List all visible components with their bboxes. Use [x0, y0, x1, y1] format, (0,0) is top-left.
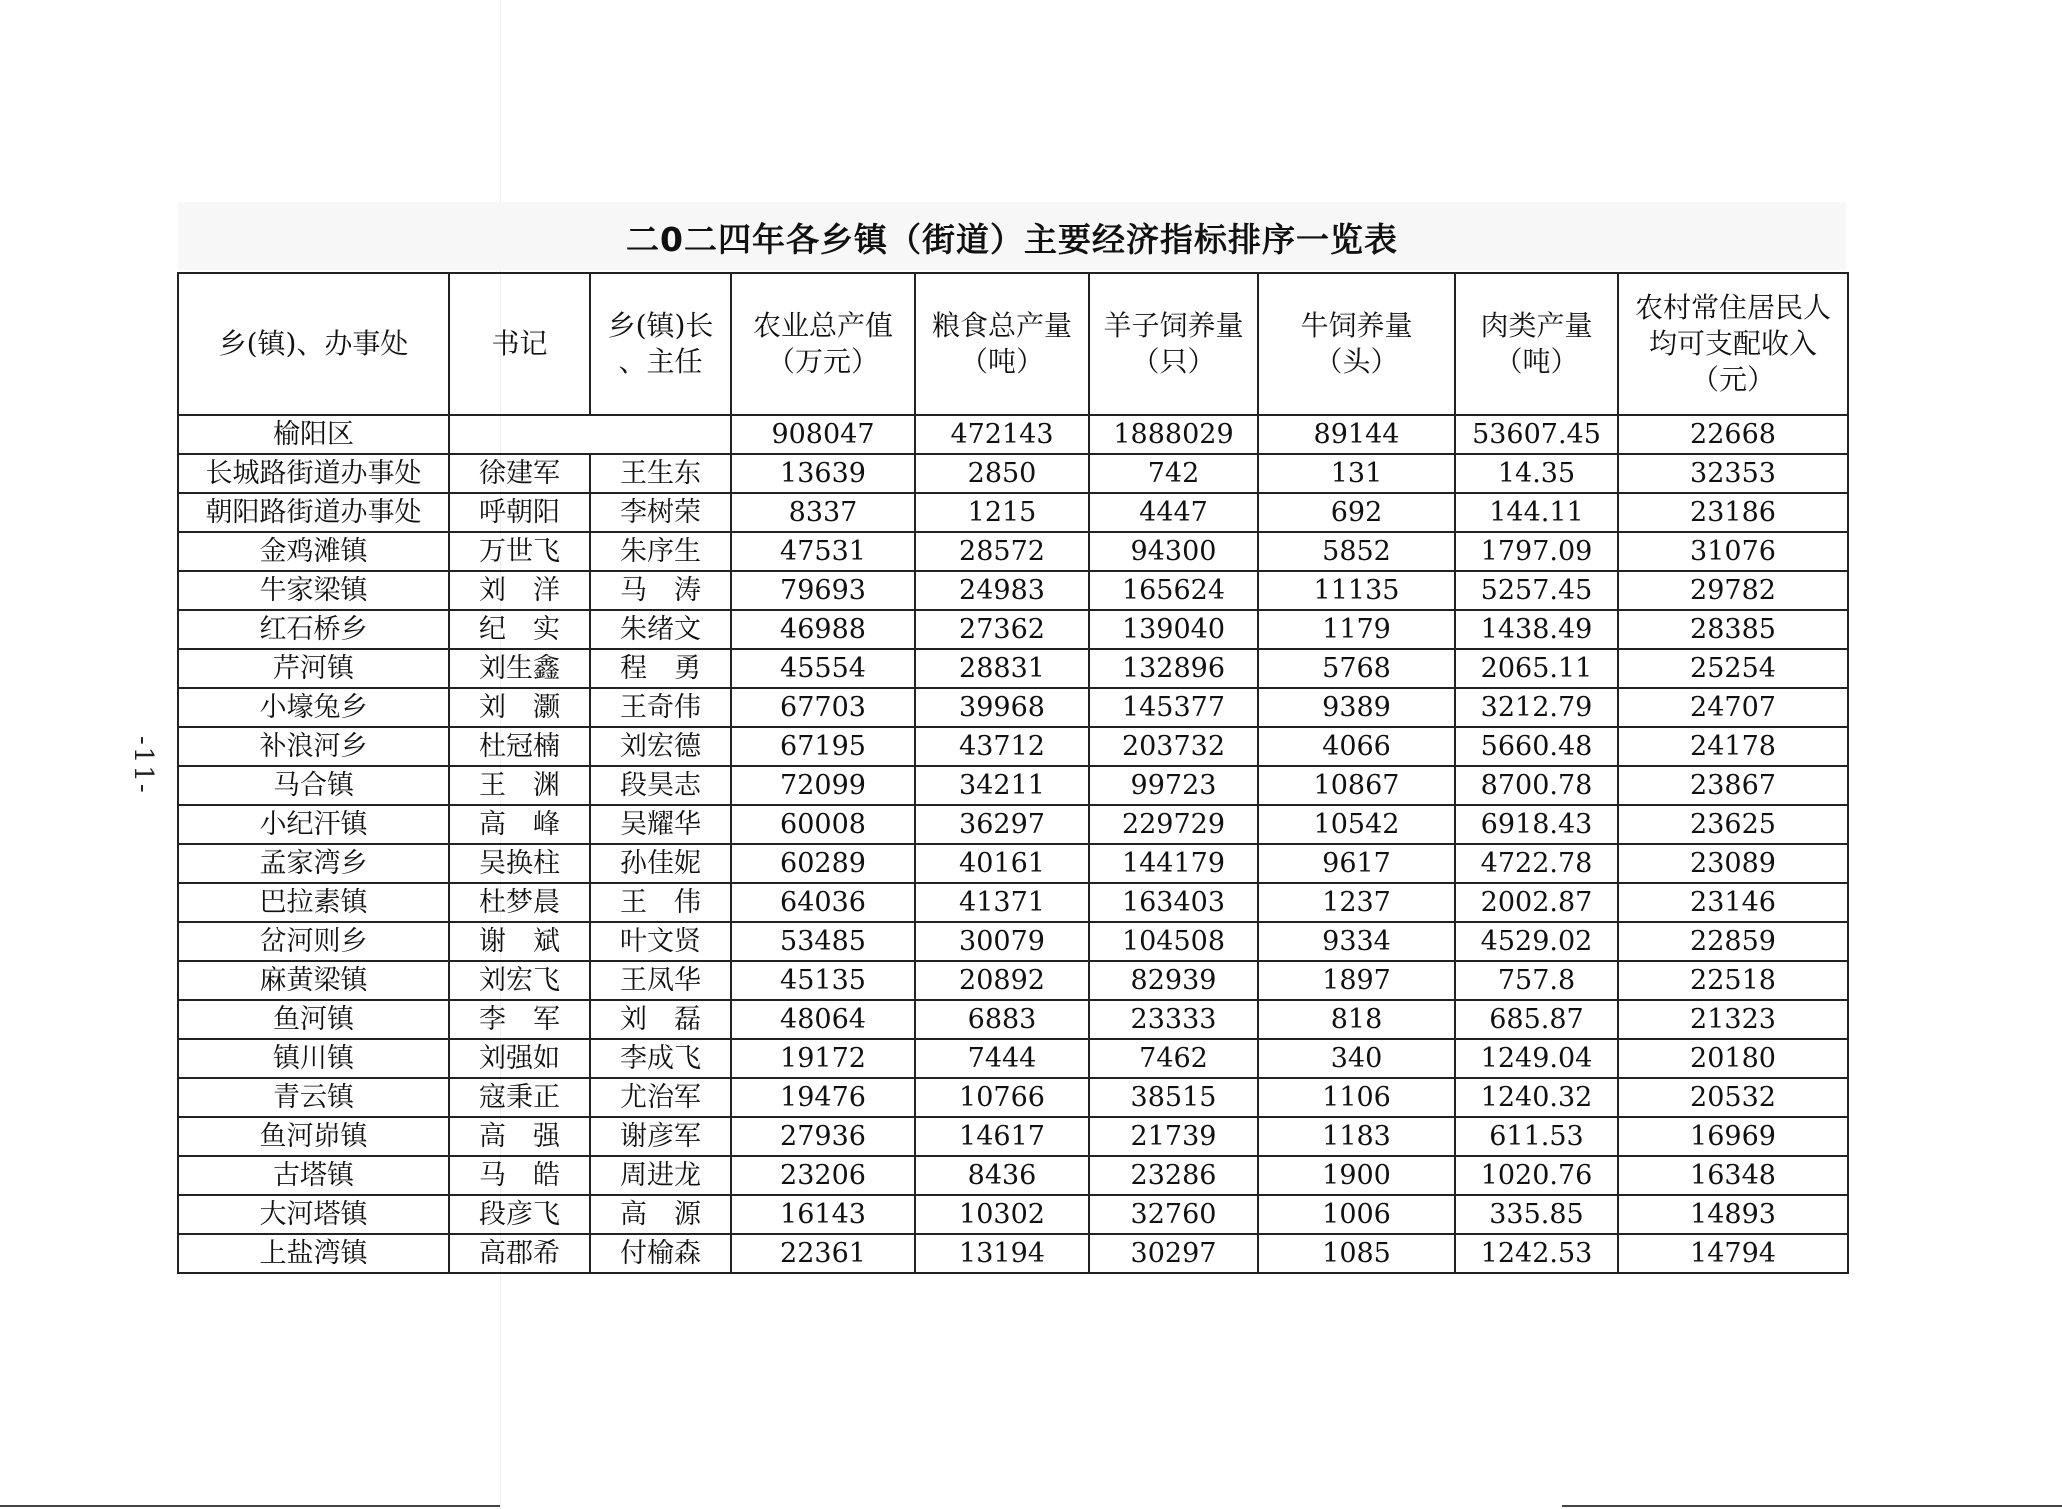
agri-output-cell: 64036 — [731, 883, 915, 922]
secretary-cell: 万世飞 — [449, 532, 590, 571]
town-name-cell: 巴拉素镇 — [178, 883, 449, 922]
page-number: -11- — [128, 735, 158, 795]
header-cattle — [1258, 273, 1455, 415]
town-name-cell: 牛家梁镇 — [178, 571, 449, 610]
head-cell: 付榆森 — [590, 1234, 731, 1273]
secretary-cell: 杜冠楠 — [449, 727, 590, 766]
head-cell: 谢彦军 — [590, 1117, 731, 1156]
header-agri-output — [731, 273, 915, 415]
economic-indicator-table — [177, 272, 1849, 1274]
secretary-cell: 谢 斌 — [449, 922, 590, 961]
cattle-cell: 10867 — [1258, 766, 1455, 805]
head-cell: 马 涛 — [590, 571, 731, 610]
sheep-cell: 4447 — [1089, 493, 1258, 532]
header-line: （头） — [1314, 345, 1399, 378]
head-cell: 周进龙 — [590, 1156, 731, 1195]
meat-cell: 6918.43 — [1455, 805, 1618, 844]
cattle-cell: 5852 — [1258, 532, 1455, 571]
town-name-cell: 麻黄梁镇 — [178, 961, 449, 1000]
total-cattle-cell: 89144 — [1258, 415, 1455, 454]
header-line: 乡(镇)、办事处 — [218, 327, 409, 360]
grain-cell: 28572 — [915, 532, 1089, 571]
town-name-cell: 大河塔镇 — [178, 1195, 449, 1234]
meat-cell: 5660.48 — [1455, 727, 1618, 766]
cattle-cell: 9617 — [1258, 844, 1455, 883]
agri-output-cell: 60008 — [731, 805, 915, 844]
income-cell: 28385 — [1618, 610, 1848, 649]
secretary-cell: 纪 实 — [449, 610, 590, 649]
income-cell: 23867 — [1618, 766, 1848, 805]
grain-cell: 1215 — [915, 493, 1089, 532]
agri-output-cell: 8337 — [731, 493, 915, 532]
income-cell: 29782 — [1618, 571, 1848, 610]
table-row — [178, 922, 1848, 961]
header-line: （只） — [1131, 345, 1216, 378]
grain-cell: 6883 — [915, 1000, 1089, 1039]
head-cell: 李成飞 — [590, 1039, 731, 1078]
secretary-cell: 杜梦晨 — [449, 883, 590, 922]
cattle-cell: 131 — [1258, 454, 1455, 493]
sheep-cell: 132896 — [1089, 649, 1258, 688]
town-name-cell: 长城路街道办事处 — [178, 454, 449, 493]
secretary-cell: 高 强 — [449, 1117, 590, 1156]
income-cell: 23089 — [1618, 844, 1848, 883]
header-line: 农村常住居民人 — [1634, 291, 1831, 324]
cattle-cell: 1085 — [1258, 1234, 1455, 1273]
total-income-cell: 22668 — [1618, 415, 1848, 454]
grain-cell: 28831 — [915, 649, 1089, 688]
meat-cell: 2065.11 — [1455, 649, 1618, 688]
cattle-cell: 692 — [1258, 493, 1455, 532]
table-row — [178, 1000, 1848, 1039]
head-cell: 吴耀华 — [590, 805, 731, 844]
bottom-rule-right — [1562, 1505, 2062, 1507]
header-grain — [915, 273, 1089, 415]
agri-output-cell: 16143 — [731, 1195, 915, 1234]
meat-cell: 14.35 — [1455, 454, 1618, 493]
sheep-cell: 82939 — [1089, 961, 1258, 1000]
header-head — [590, 273, 731, 415]
table-row — [178, 805, 1848, 844]
header-line: （吨） — [959, 345, 1044, 378]
cattle-cell: 1106 — [1258, 1078, 1455, 1117]
meat-cell: 1249.04 — [1455, 1039, 1618, 1078]
income-cell: 24707 — [1618, 688, 1848, 727]
cattle-cell: 10542 — [1258, 805, 1455, 844]
table-row — [178, 1234, 1848, 1273]
town-name-cell: 朝阳路街道办事处 — [178, 493, 449, 532]
sheep-cell: 165624 — [1089, 571, 1258, 610]
cattle-cell: 1897 — [1258, 961, 1455, 1000]
sheep-cell: 139040 — [1089, 610, 1258, 649]
meat-cell: 4722.78 — [1455, 844, 1618, 883]
sheep-cell: 145377 — [1089, 688, 1258, 727]
income-cell: 20532 — [1618, 1078, 1848, 1117]
agri-output-cell: 13639 — [731, 454, 915, 493]
sheep-cell: 21739 — [1089, 1117, 1258, 1156]
total-name-cell: 榆阳区 — [178, 415, 449, 454]
head-cell: 尤治军 — [590, 1078, 731, 1117]
total-agri-output-cell: 908047 — [731, 415, 915, 454]
document-title: 二0二四年各乡镇（街道）主要经济指标排序一览表 — [626, 220, 1398, 259]
meat-cell: 335.85 — [1455, 1195, 1618, 1234]
table-row — [178, 961, 1848, 1000]
head-cell: 王凤华 — [590, 961, 731, 1000]
head-cell: 叶文贤 — [590, 922, 731, 961]
agri-output-cell: 19476 — [731, 1078, 915, 1117]
header-line: 农业总产值 — [752, 309, 893, 342]
meat-cell: 1242.53 — [1455, 1234, 1618, 1273]
meat-cell: 5257.45 — [1455, 571, 1618, 610]
head-cell: 孙佳妮 — [590, 844, 731, 883]
secretary-cell: 刘 洋 — [449, 571, 590, 610]
total-grain-cell: 472143 — [915, 415, 1089, 454]
town-name-cell: 镇川镇 — [178, 1039, 449, 1078]
sheep-cell: 163403 — [1089, 883, 1258, 922]
header-secretary — [449, 273, 590, 415]
town-name-cell: 青云镇 — [178, 1078, 449, 1117]
head-cell: 高 源 — [590, 1195, 731, 1234]
meat-cell: 3212.79 — [1455, 688, 1618, 727]
income-cell: 14794 — [1618, 1234, 1848, 1273]
header-line: 书记 — [491, 327, 548, 360]
agri-output-cell: 67195 — [731, 727, 915, 766]
table-row — [178, 649, 1848, 688]
cattle-cell: 1183 — [1258, 1117, 1455, 1156]
meat-cell: 757.8 — [1455, 961, 1618, 1000]
table-body — [178, 415, 1848, 1273]
meat-cell: 144.11 — [1455, 493, 1618, 532]
income-cell: 23625 — [1618, 805, 1848, 844]
secretary-cell: 王 渊 — [449, 766, 590, 805]
town-name-cell: 鱼河镇 — [178, 1000, 449, 1039]
grain-cell: 13194 — [915, 1234, 1089, 1273]
grain-cell: 39968 — [915, 688, 1089, 727]
secretary-cell: 马 皓 — [449, 1156, 590, 1195]
sheep-cell: 7462 — [1089, 1039, 1258, 1078]
agri-output-cell: 45554 — [731, 649, 915, 688]
cattle-cell: 1179 — [1258, 610, 1455, 649]
secretary-cell: 寇秉正 — [449, 1078, 590, 1117]
header-line: 牛饲养量 — [1300, 309, 1413, 342]
agri-output-cell: 19172 — [731, 1039, 915, 1078]
head-cell: 朱序生 — [590, 532, 731, 571]
cattle-cell: 1237 — [1258, 883, 1455, 922]
table-row — [178, 688, 1848, 727]
meat-cell: 8700.78 — [1455, 766, 1618, 805]
sheep-cell: 23333 — [1089, 1000, 1258, 1039]
town-name-cell: 小纪汗镇 — [178, 805, 449, 844]
header-line: （元） — [1690, 363, 1775, 396]
secretary-cell: 段彦飞 — [449, 1195, 590, 1234]
table-row — [178, 610, 1848, 649]
sheep-cell: 30297 — [1089, 1234, 1258, 1273]
meat-cell: 611.53 — [1455, 1117, 1618, 1156]
table-row — [178, 1117, 1848, 1156]
income-cell: 22859 — [1618, 922, 1848, 961]
cattle-cell: 818 — [1258, 1000, 1455, 1039]
secretary-cell: 刘 灏 — [449, 688, 590, 727]
sheep-cell: 38515 — [1089, 1078, 1258, 1117]
cattle-cell: 4066 — [1258, 727, 1455, 766]
head-cell: 王奇伟 — [590, 688, 731, 727]
table-row — [178, 1039, 1848, 1078]
cattle-cell: 1900 — [1258, 1156, 1455, 1195]
meat-cell: 1797.09 — [1455, 532, 1618, 571]
head-cell: 李树荣 — [590, 493, 731, 532]
secretary-cell: 徐建军 — [449, 454, 590, 493]
cattle-cell: 9389 — [1258, 688, 1455, 727]
secretary-cell: 刘强如 — [449, 1039, 590, 1078]
total-blank-cell — [449, 415, 731, 454]
grain-cell: 36297 — [915, 805, 1089, 844]
secretary-cell: 刘宏飞 — [449, 961, 590, 1000]
meat-cell: 2002.87 — [1455, 883, 1618, 922]
table-row — [178, 532, 1848, 571]
secretary-cell: 高 峰 — [449, 805, 590, 844]
meat-cell: 1240.32 — [1455, 1078, 1618, 1117]
secretary-cell: 吴换柱 — [449, 844, 590, 883]
grain-cell: 10302 — [915, 1195, 1089, 1234]
head-cell: 王生东 — [590, 454, 731, 493]
grain-cell: 8436 — [915, 1156, 1089, 1195]
sheep-cell: 104508 — [1089, 922, 1258, 961]
income-cell: 24178 — [1618, 727, 1848, 766]
income-cell: 16348 — [1618, 1156, 1848, 1195]
town-name-cell: 金鸡滩镇 — [178, 532, 449, 571]
table-row — [178, 493, 1848, 532]
meat-cell: 685.87 — [1455, 1000, 1618, 1039]
sheep-cell: 32760 — [1089, 1195, 1258, 1234]
agri-output-cell: 67703 — [731, 688, 915, 727]
meat-cell: 1020.76 — [1455, 1156, 1618, 1195]
header-line: 羊子饲养量 — [1103, 309, 1244, 342]
agri-output-cell: 72099 — [731, 766, 915, 805]
table-row — [178, 727, 1848, 766]
header-line: 均可支配收入 — [1648, 327, 1817, 360]
agri-output-cell: 23206 — [731, 1156, 915, 1195]
head-cell: 段昊志 — [590, 766, 731, 805]
table-row — [178, 571, 1848, 610]
grain-cell: 30079 — [915, 922, 1089, 961]
grain-cell: 24983 — [915, 571, 1089, 610]
income-cell: 23186 — [1618, 493, 1848, 532]
income-cell: 23146 — [1618, 883, 1848, 922]
bottom-rule-left — [0, 1505, 500, 1507]
table-row — [178, 844, 1848, 883]
income-cell: 32353 — [1618, 454, 1848, 493]
header-line: 粮食总产量 — [931, 309, 1072, 342]
head-cell: 程 勇 — [590, 649, 731, 688]
header-line: 、主任 — [618, 345, 703, 378]
sheep-cell: 99723 — [1089, 766, 1258, 805]
agri-output-cell: 22361 — [731, 1234, 915, 1273]
income-cell: 20180 — [1618, 1039, 1848, 1078]
cattle-cell: 1006 — [1258, 1195, 1455, 1234]
grain-cell: 2850 — [915, 454, 1089, 493]
sheep-cell: 94300 — [1089, 532, 1258, 571]
table-row — [178, 1156, 1848, 1195]
town-name-cell: 岔河则乡 — [178, 922, 449, 961]
total-meat-cell: 53607.45 — [1455, 415, 1618, 454]
grain-cell: 41371 — [915, 883, 1089, 922]
sheep-cell: 203732 — [1089, 727, 1258, 766]
head-cell: 刘 磊 — [590, 1000, 731, 1039]
header-meat — [1455, 273, 1618, 415]
agri-output-cell: 60289 — [731, 844, 915, 883]
grain-cell: 10766 — [915, 1078, 1089, 1117]
town-name-cell: 马合镇 — [178, 766, 449, 805]
income-cell: 21323 — [1618, 1000, 1848, 1039]
table-row — [178, 766, 1848, 805]
agri-output-cell: 48064 — [731, 1000, 915, 1039]
agri-output-cell: 45135 — [731, 961, 915, 1000]
cattle-cell: 11135 — [1258, 571, 1455, 610]
header-line: 肉类产量 — [1480, 309, 1593, 342]
total-sheep-cell: 1888029 — [1089, 415, 1258, 454]
town-name-cell: 小壕兔乡 — [178, 688, 449, 727]
secretary-cell: 李 军 — [449, 1000, 590, 1039]
town-name-cell: 上盐湾镇 — [178, 1234, 449, 1273]
town-name-cell: 鱼河峁镇 — [178, 1117, 449, 1156]
grain-cell: 7444 — [915, 1039, 1089, 1078]
grain-cell: 14617 — [915, 1117, 1089, 1156]
cattle-cell: 5768 — [1258, 649, 1455, 688]
table-row — [178, 883, 1848, 922]
income-cell: 14893 — [1618, 1195, 1848, 1234]
head-cell: 刘宏德 — [590, 727, 731, 766]
cattle-cell: 340 — [1258, 1039, 1455, 1078]
table-row — [178, 1195, 1848, 1234]
town-name-cell: 补浪河乡 — [178, 727, 449, 766]
town-name-cell: 芹河镇 — [178, 649, 449, 688]
header-line: （吨） — [1494, 345, 1579, 378]
header-line: （万元） — [766, 345, 879, 378]
grain-cell: 20892 — [915, 961, 1089, 1000]
income-cell: 22518 — [1618, 961, 1848, 1000]
grain-cell: 34211 — [915, 766, 1089, 805]
header-line: 乡(镇)长 — [607, 309, 714, 342]
meat-cell: 4529.02 — [1455, 922, 1618, 961]
agri-output-cell: 53485 — [731, 922, 915, 961]
sheep-cell: 23286 — [1089, 1156, 1258, 1195]
table-row — [178, 454, 1848, 493]
agri-output-cell: 27936 — [731, 1117, 915, 1156]
income-cell: 16969 — [1618, 1117, 1848, 1156]
header-town — [178, 273, 449, 415]
sheep-cell: 742 — [1089, 454, 1258, 493]
cattle-cell: 9334 — [1258, 922, 1455, 961]
total-row — [178, 415, 1848, 454]
grain-cell: 43712 — [915, 727, 1089, 766]
meat-cell: 1438.49 — [1455, 610, 1618, 649]
secretary-cell: 高郡希 — [449, 1234, 590, 1273]
table-header-row — [178, 273, 1848, 415]
grain-cell: 40161 — [915, 844, 1089, 883]
secretary-cell: 刘生鑫 — [449, 649, 590, 688]
sheep-cell: 229729 — [1089, 805, 1258, 844]
income-cell: 25254 — [1618, 649, 1848, 688]
header-income — [1618, 273, 1848, 415]
head-cell: 朱绪文 — [590, 610, 731, 649]
town-name-cell: 红石桥乡 — [178, 610, 449, 649]
table-row — [178, 1078, 1848, 1117]
sheep-cell: 144179 — [1089, 844, 1258, 883]
agri-output-cell: 46988 — [731, 610, 915, 649]
secretary-cell: 呼朝阳 — [449, 493, 590, 532]
header-sheep — [1089, 273, 1258, 415]
agri-output-cell: 47531 — [731, 532, 915, 571]
town-name-cell: 古塔镇 — [178, 1156, 449, 1195]
agri-output-cell: 79693 — [731, 571, 915, 610]
grain-cell: 27362 — [915, 610, 1089, 649]
income-cell: 31076 — [1618, 532, 1848, 571]
town-name-cell: 孟家湾乡 — [178, 844, 449, 883]
head-cell: 王 伟 — [590, 883, 731, 922]
